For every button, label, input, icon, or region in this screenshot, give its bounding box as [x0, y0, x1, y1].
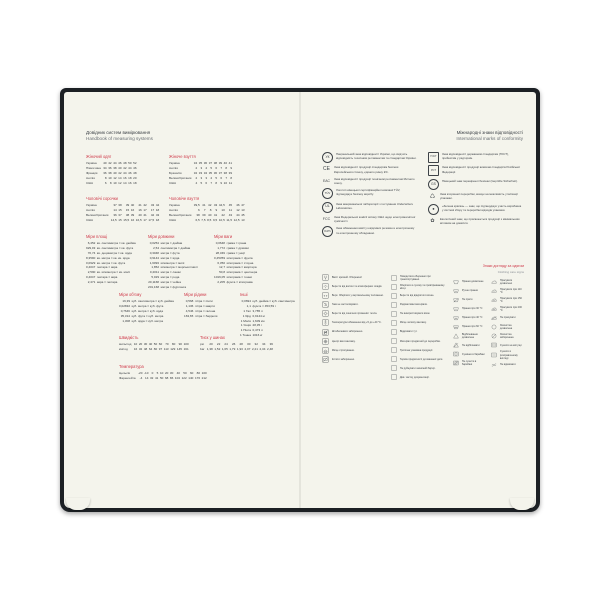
table-row: Франція 36 38 40 42 44 46 48	[86, 170, 137, 175]
rohs-mark-icon: RoHS	[322, 226, 333, 237]
section-title: Міри рідини	[184, 292, 207, 297]
section-title: Швидкість	[119, 335, 139, 340]
conformity-list-right	[428, 152, 523, 228]
safety-item	[322, 274, 384, 282]
section-title: Жіночий одяг	[86, 154, 112, 159]
this-side-up-icon	[322, 292, 330, 300]
conformity-text: «Зелена крапка» — знак, що підтверджує участь виробника у системі збору та переробки відходів упаковки.	[442, 203, 522, 212]
care-item	[490, 341, 524, 349]
care-item	[452, 278, 486, 286]
care-text: Сушити в розправленому вигляді	[499, 350, 518, 360]
do-not-wring-icon	[490, 361, 498, 369]
care-text: Сушіння в барабані	[461, 352, 485, 356]
table-row: psi 20 22 24 26 28 30 32 34 36	[200, 342, 273, 347]
section-area	[86, 234, 137, 284]
safety-item	[390, 310, 448, 318]
table-row: 5,029 метра = рода	[151, 274, 180, 279]
table-row: 1 Гал 3,785 л	[243, 308, 263, 313]
umbrella-icon	[322, 283, 330, 291]
care-text: Не відбілювати	[461, 343, 480, 347]
care-text: Сушити на мотузці	[499, 343, 522, 347]
iron-high-icon	[490, 305, 498, 313]
do-not-dry-clean-icon	[490, 332, 498, 340]
conversion-table-length	[148, 241, 199, 289]
right-title-uk: Міжнародні знаки відповідності	[456, 130, 523, 135]
clamp-here-icon	[390, 319, 398, 327]
conformity-item	[322, 152, 417, 163]
keep-dry-icon	[390, 283, 398, 291]
safety-text: Місце затиску вантажу.	[399, 321, 427, 325]
care-item	[452, 350, 486, 358]
conversion-table-temperature	[119, 371, 208, 381]
safety-text: Берегти від вологи та атмосферних опадів.	[331, 285, 383, 289]
do-not-tumble-dry-icon	[452, 359, 460, 367]
fcc-mark-icon: FCC	[322, 216, 331, 221]
section-title: Міри об'єму	[119, 292, 142, 297]
table-row: США 6 8 10 12 14 16 18	[86, 180, 137, 185]
care-item	[490, 305, 524, 313]
safety-item	[390, 283, 448, 291]
safety-text: Див. частку документації.	[399, 375, 430, 379]
section-other	[240, 292, 296, 337]
table-row: 0,2011 метра = ланки	[149, 270, 181, 275]
table-row: 2,205 фунта = кілограма	[217, 279, 253, 284]
section-length	[148, 234, 199, 289]
section-title: Чоловіче взуття	[169, 196, 200, 201]
section-pressure	[200, 335, 275, 352]
table-row: 50,8 кілограма = центнера	[219, 270, 258, 275]
no-hooks-icon	[322, 301, 330, 309]
care-item	[452, 323, 486, 331]
table-row: Україна 37 38 39 40 41 42 43 44	[86, 203, 160, 208]
bleach-icon	[452, 332, 460, 340]
table-row: США 4 5 6 7 8 9 10 11	[169, 180, 233, 185]
safety-text: Котити заборонено.	[331, 357, 355, 361]
conformity-item	[428, 165, 523, 176]
table-row: 0,3048 метра = фута	[149, 250, 180, 255]
conformity-text: Знак Федеральної комісії зв'язку США щодо електромагнітної сумісності.	[334, 214, 416, 224]
table-row: 0,7646 куб. метра = куб. ярда	[120, 308, 164, 313]
section-title: Чоловічі сорочки	[86, 196, 118, 201]
safety-item	[390, 274, 448, 282]
table-row: 2,54 сантиметра = дюйма	[153, 246, 191, 251]
safety-text: Тропічна упаковка продукції.	[399, 348, 434, 352]
table-row: Фаренгейта -4 14 32 41 50 68 86 104 122 140 176 212	[119, 376, 207, 381]
table-row: 1,1 фунта = 453,59 г	[246, 304, 276, 309]
conversion-table-pressure	[200, 342, 275, 352]
safety-text: Не використовувати візок.	[399, 312, 431, 316]
section-title: Жіноче взуття	[169, 154, 196, 159]
table-row: 1016,05 кілограма = тонни	[214, 274, 253, 279]
conformity-text: Знак американської лабораторії з тестування Underwriters Laboratories.	[336, 201, 413, 210]
table-row: 0,9144 метра = ярда	[149, 255, 180, 260]
safety-item	[390, 337, 448, 345]
table-row: 6,350 кілограма = стоуна	[217, 260, 254, 265]
table-row: Україна 34 35 36 37 38 39 40 41	[169, 161, 233, 166]
conformity-item	[322, 177, 417, 186]
safety-text: Термін придатності до вказаної дати.	[399, 357, 444, 361]
safety-item	[390, 328, 448, 336]
conversion-table-other	[240, 299, 296, 337]
table-row: Великобританія 2 3 3 4 5 6 7 8	[169, 175, 233, 180]
safety-text: Матеріал придатний до переробки.	[399, 339, 441, 343]
section-title: Інші	[240, 292, 248, 297]
table-row: 1 Миля 1,609 км	[240, 318, 265, 323]
table-row: Україна 40 42 44 46 48 50 52	[86, 161, 137, 166]
care-list-right	[490, 278, 524, 370]
table-row: 16,39 куб. сантиметра = куб. дюйма	[122, 299, 174, 304]
wash-30-icon	[452, 305, 460, 313]
table-row: 0,02832 куб. метра = куб. фута	[119, 304, 164, 309]
care-title-uk: Знаки догляду за одягом	[482, 264, 524, 268]
care-item	[452, 287, 486, 295]
care-text: Прасувати дозволено	[499, 278, 513, 285]
care-text: Прання при 60 °C	[461, 325, 483, 329]
table-row: 0,45359 кілограма = фунта	[214, 255, 253, 260]
sling-here-icon	[322, 346, 330, 354]
conformity-list-left	[322, 152, 417, 240]
page-curl-right	[510, 498, 534, 510]
table-row: США 14,5 15 15,5 16 16,5 17 17,5 18	[86, 217, 160, 222]
recycle-mark-icon: ♺	[429, 193, 436, 200]
care-text: Прасувати при 150 °C	[499, 296, 522, 303]
care-item	[452, 305, 486, 313]
safety-list-b	[390, 274, 448, 383]
care-text: Прасувати при 200 °C	[499, 305, 522, 312]
tuv-mark-icon: TÜV	[322, 188, 333, 199]
eac-mark-icon: EAC	[323, 178, 330, 183]
care-text: Відбілювання дозволене	[461, 332, 478, 340]
ukrainian-conformity-icon: УК	[322, 152, 333, 163]
table-row: 1,6093 кілометра = милі	[149, 260, 185, 265]
right-page	[300, 92, 536, 508]
conformity-text: Знак вторинної переробки, вказує на можливість утилізації упаковки.	[440, 192, 518, 201]
table-row: Бразилія 32 33 34 35 36 37 38 39	[169, 170, 233, 175]
right-title-en: International marks of conformity	[456, 135, 523, 141]
wash-icon	[452, 278, 460, 286]
left-page-title	[86, 130, 276, 142]
conversion-table-area	[86, 241, 137, 284]
conformity-text: Національний знак відповідності України, що свідчить відповідність технічним регламентам та стандартам України.	[336, 152, 417, 161]
safety-text: Берегти від сонячних променів і тепла.	[331, 312, 378, 316]
section-title: Температура	[119, 364, 144, 369]
care-item	[490, 278, 524, 286]
wash-40-icon	[452, 314, 460, 322]
radioactive-icon	[390, 301, 398, 309]
left-title-en: Handbook of measuring systems	[86, 135, 153, 141]
table-row: Україна 39,5 41 42 43 44,5 45 46 47	[169, 203, 245, 208]
section-womens-clothes	[86, 154, 138, 185]
care-text: Хімчистка заборонена	[499, 332, 514, 340]
iron-icon	[490, 278, 498, 286]
conformity-item	[322, 226, 417, 237]
table-row: 20,1168 метра = чейна	[148, 279, 181, 284]
table-row: Великобританія 38 39 40 41 42 43 44 45	[169, 212, 245, 217]
left-title-uk: Довідник систем вимірювання	[86, 130, 151, 135]
table-row: 8,3590 кв. метра = кв. кв. ярда	[86, 255, 130, 260]
table-row: 0,0929 кв. метра = кв. фута	[86, 260, 126, 265]
hand-wash-icon	[452, 287, 460, 295]
safety-item	[322, 328, 384, 336]
care-text: Хімчистка дозволена	[499, 323, 513, 330]
safety-item	[390, 319, 448, 327]
conformity-item	[428, 204, 523, 215]
safety-item	[390, 346, 448, 354]
section-mens-shirts	[86, 196, 161, 222]
do-not-destroy-barrier-icon	[390, 364, 398, 372]
care-item	[490, 296, 524, 304]
table-row: Англія 6 7 8 9 10 11 12 13	[169, 208, 245, 213]
tropical-packing-icon	[390, 346, 398, 354]
care-title-en: Clothing care signs	[497, 270, 524, 275]
conformity-text: Знак відповідності продукції стандартам безпеки Європейського Союзу, єдиного ринку ЄС.	[334, 165, 399, 174]
no-open-flame-icon	[390, 292, 398, 300]
care-item	[452, 341, 486, 349]
open-here-icon	[390, 328, 398, 336]
safety-text: Радіоактивні матеріали.	[399, 303, 428, 307]
table-row: 2,471 акра = гектара	[87, 279, 118, 284]
page-curl-left	[66, 498, 90, 510]
recyclable-icon	[390, 337, 398, 345]
table-row: 1 Унція 28,35 г	[240, 323, 263, 328]
conformity-text: Знак обмеження вмісту шкідливих речовин в електричному та електронному обладнанні.	[336, 226, 415, 235]
table-row: 35,314 куб. фута = куб. метра	[120, 313, 164, 318]
gs-mark-icon: GS	[428, 179, 439, 190]
wash-60-icon	[452, 323, 460, 331]
care-item	[452, 296, 486, 304]
conformity-text: Знак відповідності продукції вимогам стандартів Російської Федерації.	[442, 165, 521, 174]
table-row: 163,65 літра = барреля	[184, 313, 218, 318]
table-row: США 6,5 7,5 8,5 9,5 10,5 11,5 12,5 13	[169, 217, 245, 222]
conformity-item	[428, 192, 523, 201]
section-title: Міри ваги	[214, 234, 233, 239]
dry-clean-icon	[490, 323, 498, 331]
care-item	[452, 359, 486, 367]
conversion-table-volume	[119, 299, 175, 323]
expiry-date-icon	[390, 355, 398, 363]
conformity-item	[322, 215, 417, 224]
safety-text: Місце стропування.	[331, 348, 355, 352]
section-liquid	[184, 292, 219, 318]
conformity-text: Екологічний знак, що присвоюється продукції з мінімальним впливом на довкілля.	[440, 216, 520, 226]
section-volume	[119, 292, 175, 323]
size-table-womens-shoes	[169, 161, 234, 185]
safety-text: Штабелювати заборонено.	[331, 330, 363, 334]
table-row: Німеччина 34 36 38 40 42 44 46	[86, 166, 137, 171]
do-not-roll-icon	[322, 355, 330, 363]
care-item	[452, 332, 486, 340]
table-row: bar 1,38 1,52 1,65 1,79 1,93 2,07 2,21 2,34 2,48	[200, 347, 273, 352]
care-text: Прання при 30 °C	[461, 307, 483, 311]
temperature-limit-icon	[322, 319, 330, 327]
table-row: 201,168 метра = фурлонга	[148, 284, 187, 289]
table-row: Цельсія -20 -10 0 5 10 20 30 40 50 60 80 100	[119, 371, 207, 376]
ce-mark-icon: CE	[323, 166, 330, 173]
do-not-iron-icon	[490, 314, 498, 322]
care-item	[490, 314, 524, 322]
keep-away-from-sun-icon	[322, 310, 330, 318]
section-speed	[119, 335, 190, 352]
safety-text: Верх. Зберігати у вертикальному положенні.	[331, 294, 384, 298]
iron-low-icon	[490, 287, 498, 295]
safety-list-a	[322, 274, 384, 364]
checkbox-icon	[390, 374, 398, 382]
notebook-cover	[60, 88, 540, 512]
conformity-item	[428, 179, 523, 190]
left-page	[64, 92, 300, 508]
line-dry-icon	[490, 341, 498, 349]
table-row: 0,0254 метра = дюйма	[149, 241, 183, 246]
conformity-item	[322, 165, 417, 174]
section-title: Тиск у шинах	[200, 335, 225, 340]
conformity-item	[428, 152, 523, 163]
right-page-title	[428, 130, 523, 142]
conformity-text: Німецький знак перевіреної безпеки (Geprüfte Sicherheit).	[442, 178, 518, 183]
table-row: 0,568 літра = пінти	[185, 299, 213, 304]
safety-text: Вміст крихкий. Обережно!	[331, 276, 362, 280]
conformity-text: Знак відповідності державним стандартам (ГОСТ), прийнятим у ряді країн.	[442, 152, 509, 161]
handle-with-care-icon	[390, 274, 398, 282]
table-row: 1,852 кілометра = морської милі	[151, 265, 198, 270]
notebook-spread	[64, 92, 536, 508]
safety-item	[322, 355, 384, 363]
section-temperature	[119, 364, 208, 381]
care-item	[490, 287, 524, 295]
rst-mark-icon: РСТ	[428, 165, 439, 176]
tumble-dry-icon	[452, 350, 460, 358]
size-table-womens-clothes	[86, 161, 138, 185]
gost-mark-icon: ГОСТ	[428, 152, 439, 163]
size-table-mens-shoes	[169, 203, 246, 222]
safety-text: Температурні обмеження від +5 до +40 °C.	[331, 321, 382, 325]
safety-item	[390, 292, 448, 300]
care-text: Прання дозволене	[461, 280, 484, 284]
care-text: Прання при 40 °C	[461, 316, 483, 320]
safety-text: Відкривати тут.	[399, 330, 418, 334]
table-row: Англія 14 15 15 16 16 17 17 18	[86, 208, 160, 213]
table-row: 4,546 літра = галона	[185, 308, 216, 313]
safety-item	[322, 301, 384, 309]
table-row: 929,03 кв. сантиметра = кв. фута	[86, 246, 134, 251]
safety-item	[322, 283, 384, 291]
section-womens-shoes	[169, 154, 234, 185]
do-not-bleach-icon	[452, 341, 460, 349]
care-text: Не прасувати	[499, 316, 516, 320]
table-row: км/год 16 32 48 64 80 97 113 129 145 161	[119, 347, 189, 352]
care-text: Не віджимати	[499, 363, 516, 367]
care-text: Прасувати при 110 °C	[499, 287, 522, 294]
care-text: Ручне прання	[461, 289, 478, 293]
safety-item	[322, 319, 384, 327]
safety-text: Зберігати в сухому та провітрюваному місці.	[399, 283, 445, 290]
table-row: 1 Тонна 1016 кг	[240, 332, 263, 337]
flat-dry-icon	[490, 351, 498, 359]
conversion-table-speed	[119, 342, 190, 352]
care-text: Не сушити в барабані	[461, 360, 477, 367]
table-row: 0,0694 куб. дюйма = куб. сантиметра	[241, 299, 295, 304]
ul-mark-icon: UL	[322, 202, 333, 213]
conversion-table-weight	[214, 241, 258, 284]
care-item	[490, 332, 524, 340]
conformity-text: Знак відповідності продукції технічним регламентам Митного союзу.	[334, 176, 415, 186]
table-row: Англія 2 3 4 5 6 7 8 9	[169, 166, 233, 171]
table-row: Англія 8 10 12 14 16 18 20	[86, 175, 137, 180]
safety-text: Центр ваги вантажу.	[331, 339, 356, 343]
center-of-gravity-icon	[322, 337, 330, 345]
safety-item	[390, 364, 448, 372]
care-signs-title	[452, 264, 524, 275]
table-row: 70,74 кв. дециметра = кв. ярда	[87, 250, 132, 255]
no-stacking-icon	[322, 328, 330, 336]
table-row: 1,136 літра = кварти	[185, 304, 215, 309]
section-mens-shoes	[169, 196, 246, 222]
table-row: 0,4047 гектара = акра	[86, 274, 118, 279]
conformity-item	[322, 188, 417, 199]
care-item	[452, 314, 486, 322]
table-row: 0,4047 гектара = акра	[86, 265, 118, 270]
safety-item	[390, 374, 448, 382]
care-list-left	[452, 278, 486, 368]
care-text: Не прати	[461, 298, 473, 302]
section-title: Міри довжини	[148, 234, 175, 239]
table-row: Великобританія 36 37 38 39 40 41 42 43	[86, 212, 160, 217]
do-not-wash-icon	[452, 296, 460, 304]
conversion-table-liquid	[184, 299, 219, 318]
table-row: 1,308 куб. ярда = куб. метра	[122, 318, 164, 323]
size-table-mens-shirts	[86, 203, 161, 222]
fragile-icon	[322, 274, 330, 282]
safety-item	[390, 301, 448, 309]
safety-text: Не руйнувати захисний бар'єр.	[399, 366, 436, 370]
no-forklift-icon	[390, 310, 398, 318]
safety-item	[322, 346, 384, 354]
safety-text: Берегти від відкритого вогню.	[399, 294, 435, 298]
safety-item	[390, 355, 448, 363]
safety-text: Поводитися обережно при транспортуванні.	[399, 274, 431, 281]
safety-item	[322, 310, 384, 318]
conformity-item	[322, 202, 417, 213]
table-row: 1,772 грама = драхми	[217, 246, 249, 251]
green-dot-icon: ●	[428, 204, 439, 215]
table-row: 1 Ярд 0,9144 м	[242, 313, 265, 318]
section-weight	[214, 234, 258, 284]
safety-item	[322, 292, 384, 300]
conformity-item	[428, 217, 523, 226]
table-row: 2,590 кв. кілометра = кв. милі	[87, 270, 130, 275]
care-item	[490, 323, 524, 331]
table-row: 6,452 кв. сантиметра = кв. дюйма	[87, 241, 136, 246]
iron-medium-icon	[490, 296, 498, 304]
section-title: Міри площі	[86, 234, 108, 239]
care-item	[490, 350, 524, 359]
safety-item	[322, 337, 384, 345]
table-row: миль/год 10 20 30 40 50 60 70 80 90 100	[119, 342, 189, 347]
table-row: 0,0648 грама = грана	[215, 241, 247, 246]
table-row: 1 Пінта 0,473 л	[240, 328, 263, 333]
safety-text: Гаки не застосовувати.	[331, 303, 359, 307]
ecolabel-icon: ✿	[430, 217, 435, 224]
table-row: 28,349 грама = унції	[215, 250, 245, 255]
care-item	[490, 361, 524, 369]
table-row: 12,7 кілограма = квортера	[219, 265, 257, 270]
conformity-text: Логотип німецької сертифікаційної компанії TÜV, підтверджує безпеку виробу.	[336, 188, 401, 197]
